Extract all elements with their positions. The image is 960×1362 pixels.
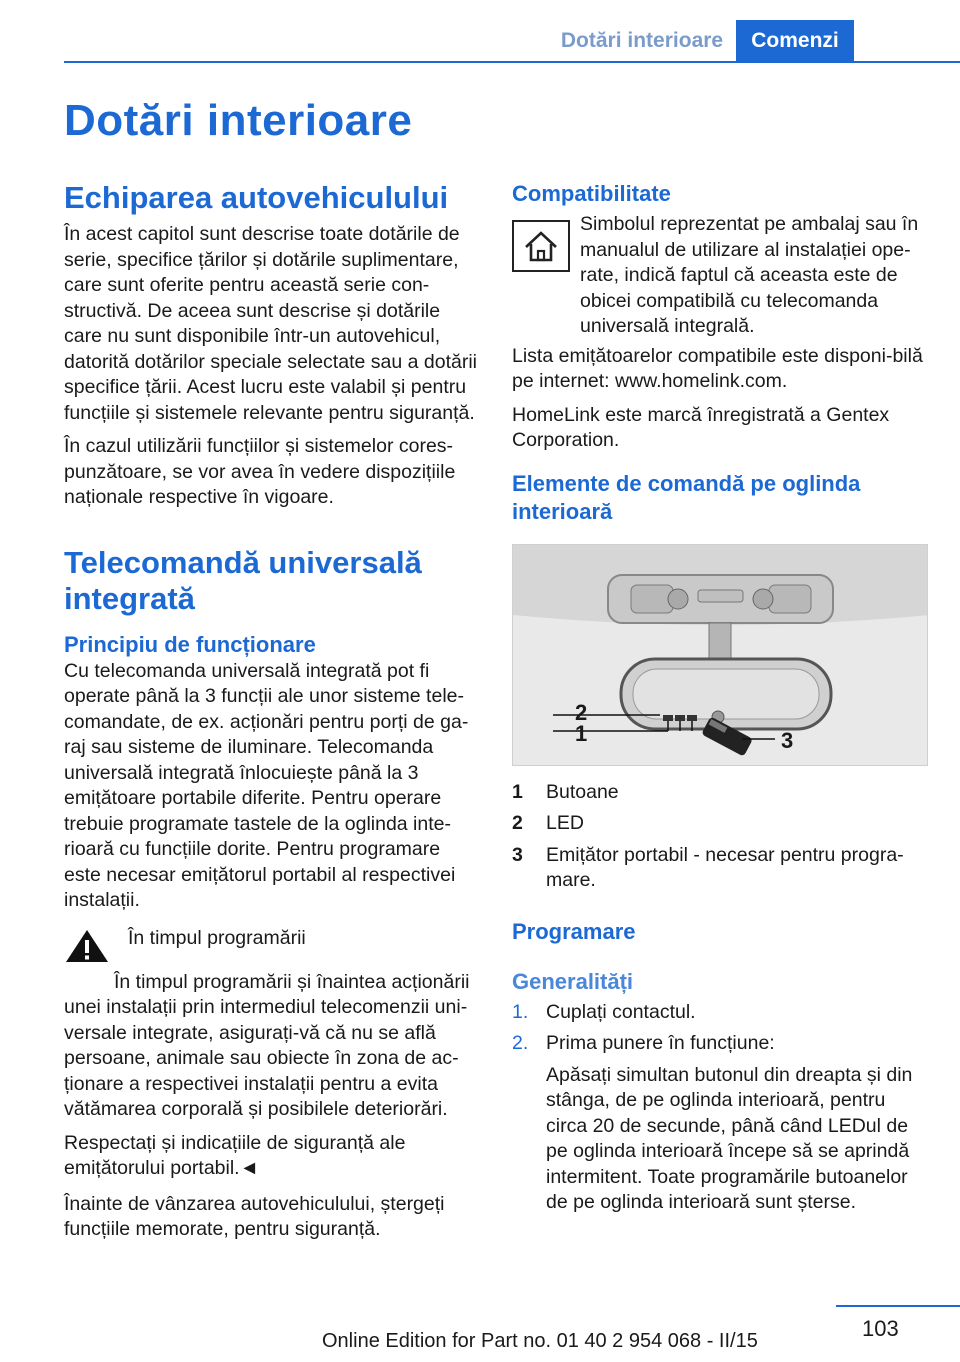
figure-legend [512,780,928,894]
compat-text: Simbolul reprezentat pe ambalaj sau în manualul de utilizare al instalației ope-rate, indică faptul că aceasta este de obicei compatibilă cu telecomanda universală integrală. [580,213,919,337]
paragraph-erase: Înainte de vânzarea autovehiculului, ștergeți funcțiile memorate, pentru siguranță. [64,1192,445,1240]
compat-block [512,212,928,340]
paragraph-national: În cazul utilizării funcțiilor și sistemelor cores-punzătoare, se vor avea în vedere dispozițiile naționale respective în vigoare. [64,435,456,508]
legend-text: Emițător portabil - necesar pentru progra-mare. [546,843,904,891]
figure-label-1: 1 [575,720,588,746]
footer-rule [836,1305,960,1307]
paragraph-brand: HomeLink este marcă înregistrată a Gentex Corporation. [512,403,890,451]
legend-item [512,843,928,894]
mirror-figure [512,544,928,766]
figure-label-2: 2 [575,699,588,725]
heading-compat: Compatibilitate [512,181,671,206]
edition-text: Online Edition for Part no. 01 40 2 954 068 - II/15 [322,1330,758,1352]
legend-number: 1 [512,780,523,803]
paragraph-equipment: În acest capitol sunt descrise toate dotările de serie, specifice țărilor și dotările suplimentare, care sunt oferite pentru această serie con-structivă. De aceea sunt descrise și dotările care nu sunt disponibile într-un autovehicul, datorită dotărilor speciale selectate sau a dotării specifice țării. Acest lucru este valabil și pentru funcțiile și sistemele relevante pentru siguranță. [64,223,477,424]
heading-equipment: Echiparea autovehiculului [64,180,449,215]
page-number: 103 [862,1316,899,1341]
legend-number: 2 [512,812,523,834]
header-rule [64,61,960,63]
legend-number: 3 [512,843,523,866]
warning-text: În timpul programării și înaintea acționării unei instalații prin intermediul telecomenzii uni-versale integrate, asigurați-vă că nu se află persoane, animale sau obiecte în zona de ac-ționare a respectivei instalații pentru a evita vătămarea corporală și posibilele deteriorări. [64,970,470,1120]
legend-item [512,780,928,806]
home-icon [512,220,570,272]
warning-title: În timpul programării [128,926,306,949]
paragraph-principle: Cu telecomanda universală integrată pot fi operate până la 3 funcții ale unor sisteme tele-comandate, de ex. acționări pentru porți de ga-raj sau sisteme de iluminare. Telecomanda universală integrată înlocuiește până la 3 emițătoare portabile diferite. Pentru operare trebuie programate tastele de la oglinda inte-rioară cu funcțiile dorite. Pentru programare este necesar emițătorul portabil al respectivei instalații. [64,659,469,911]
tab-section[interactable]: Dotări interioare [560,29,724,52]
tab-active[interactable]: Comenzi [736,20,854,62]
heading-principle: Principiu de funcționare [64,631,316,657]
warning-icon [64,928,110,964]
heading-remote: Telecomandă universală integrată [64,544,422,616]
paragraph-list: Lista emițătoarelor compatibile este disponi-bilă pe internet: www.homelink.com. [512,344,923,392]
step-text: Prima punere în funcțiune: [546,1032,775,1054]
step-text: Cuplați contactul. [546,1000,696,1023]
page-title: Dotări interioare [64,96,413,145]
paragraph-safety: Respectați și indicațiile de siguranță ale emițătorului portabil.◄ [64,1131,406,1179]
step-item [512,1031,928,1057]
step-detail: Apăsați simultan butonul din dreapta și din stânga, de pe oglinda interioară, pentru circa 20 de secunde, până când LEDul de pe oglinda interioară începe să se aprindă intermitent. Toate programările butoanelor de pe oglinda interioară sunt șterse. [546,1063,913,1213]
legend-item [512,811,928,837]
heading-general: Generalități [512,968,634,994]
warning-block [64,924,478,964]
legend-text: LED [546,812,584,834]
step-item [512,1000,928,1026]
step-number: 1. [512,1000,529,1023]
legend-text: Butoane [546,780,619,803]
figure-label-3: 3 [781,727,794,753]
step-number: 2. [512,1032,529,1054]
left-column [64,180,478,1251]
heading-controls: Elemente de comandă pe oglinda interioară [512,470,861,524]
right-column [512,180,928,1224]
heading-programming: Programare [512,918,636,944]
